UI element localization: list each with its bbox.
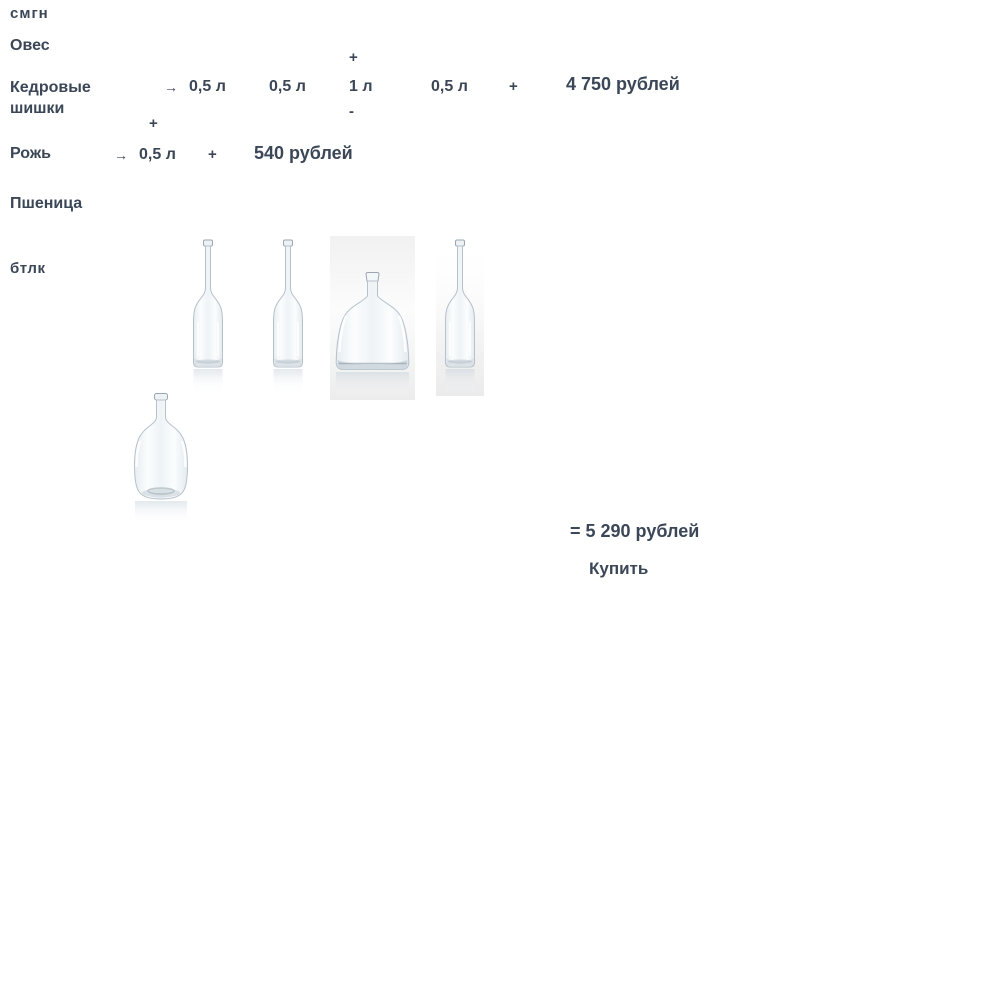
bottle-option-3[interactable] <box>330 236 415 400</box>
arrow-right-icon: → <box>164 79 178 95</box>
bottle-option-5[interactable] <box>127 391 195 526</box>
carafe-bottle-icon <box>330 236 415 400</box>
volume-increase-button[interactable]: + <box>349 49 358 66</box>
bottle-option-1[interactable] <box>184 238 232 396</box>
ingredient-pine-cones[interactable]: Кедровые шишки <box>10 79 91 117</box>
pine-cones-volume-option-2[interactable]: 0,5 л <box>269 78 306 95</box>
round-bottle-icon <box>127 391 195 526</box>
tall-bottle-icon <box>436 238 484 396</box>
buy-button[interactable]: Купить <box>589 559 649 578</box>
rye-volume-option-1[interactable]: 0,5 л <box>139 146 176 163</box>
pine-cones-add-button[interactable]: + <box>509 78 518 95</box>
volume-decrease-button[interactable]: - <box>349 103 354 120</box>
rye-price: 540 рублей <box>254 143 353 163</box>
bottle-option-2[interactable] <box>264 238 312 396</box>
pine-cones-price: 4 750 рублей <box>566 74 680 94</box>
pine-cones-volume-option-3[interactable]: 1 л <box>349 78 373 95</box>
bottle-option-4[interactable] <box>436 238 484 396</box>
ingredient-oats[interactable]: Овес <box>10 37 50 54</box>
site-logo[interactable]: смгн <box>10 5 49 22</box>
volume-increase-button-2[interactable]: + <box>149 115 158 132</box>
total-price: = 5 290 рублей <box>570 521 700 541</box>
arrow-right-icon: → <box>114 147 128 163</box>
pine-cones-volume-option-1[interactable]: 0,5 л <box>189 78 226 95</box>
ingredient-wheat[interactable]: Пшеница <box>10 195 83 212</box>
rye-add-button[interactable]: + <box>208 146 217 163</box>
tall-bottle-icon <box>184 238 232 396</box>
ingredient-rye[interactable]: Рожь <box>10 145 52 162</box>
bottles-section-label: бтлк <box>10 260 46 277</box>
tall-bottle-icon <box>264 238 312 396</box>
pine-cones-volume-option-4[interactable]: 0,5 л <box>431 78 468 95</box>
